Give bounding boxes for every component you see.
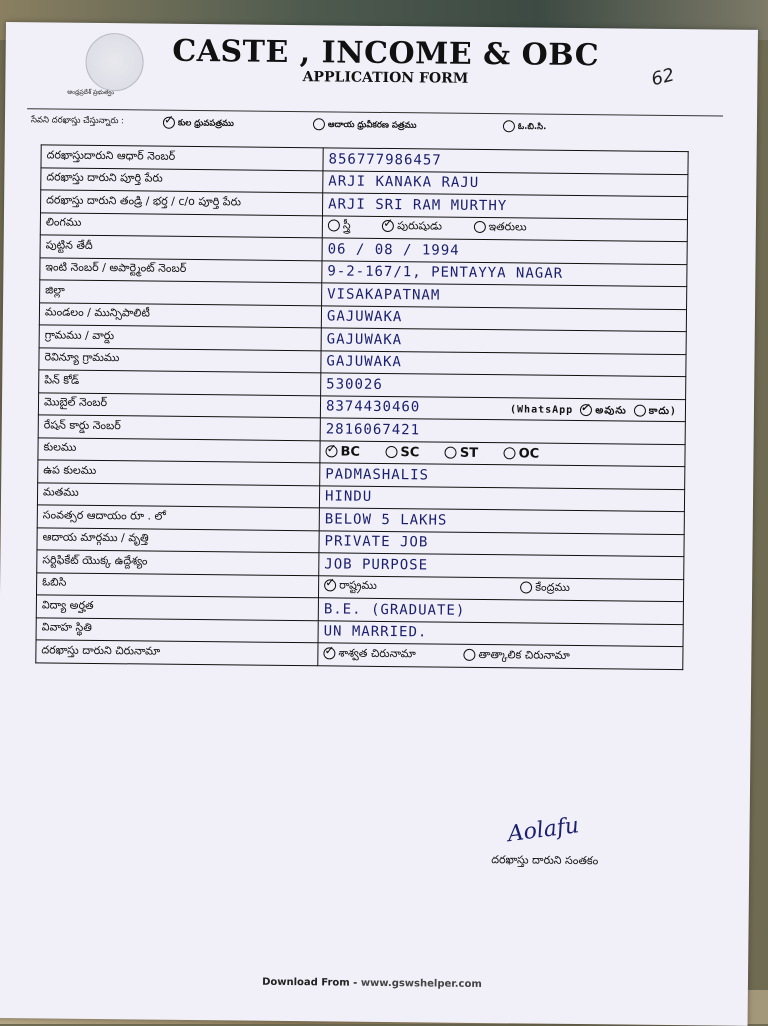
father-name-value[interactable]: ARJI SRI RAM MURTHY: [322, 193, 687, 219]
caste-option-st[interactable]: ST: [445, 445, 478, 460]
radio-icon[interactable]: [313, 118, 325, 130]
footer-url[interactable]: www.gswshelper.com: [360, 977, 482, 991]
purpose-value[interactable]: JOB PURPOSE: [319, 553, 684, 579]
gender-label: లింగము: [40, 212, 322, 237]
religion-value[interactable]: HINDU: [319, 485, 684, 511]
radio-checked-icon[interactable]: [580, 404, 592, 416]
mobile-cell: [320, 395, 685, 421]
dob-value[interactable]: 06 / 08 / 1994: [322, 238, 687, 264]
seal-caption: ఆంధ్రప్రదేశ్ ప్రభుత్వం: [67, 88, 115, 97]
service-option-obc[interactable]: ఓ.బి.సి.: [503, 120, 547, 134]
address-label: దరఖాస్తు దారుని చిరునామా: [36, 640, 318, 665]
radio-checked-icon[interactable]: [382, 220, 394, 232]
radio-icon[interactable]: [503, 120, 515, 132]
aadhaar-value[interactable]: 856777986457: [323, 148, 688, 174]
education-value[interactable]: B.E. (GRADUATE): [318, 598, 683, 624]
obc-option-central[interactable]: కేంద్రము: [520, 581, 570, 595]
radio-icon[interactable]: [385, 446, 397, 458]
revenue-village-label: రెవిన్యూ గ్రామము: [39, 347, 321, 372]
gender-option-other[interactable]: ఇతరులు: [473, 220, 526, 234]
caste-label: కులము: [38, 437, 320, 462]
form-title: CASTE , INCOME & OBC: [172, 33, 600, 74]
purpose-label: సర్టిఫికేట్ యొక్క ఉద్దేశ్యం: [37, 550, 319, 575]
mandal-label: మండలం / మున్సిపాలిటీ: [39, 302, 321, 327]
sub-caste-label: ఉప కులము: [38, 460, 320, 485]
mobile-label: మొబైల్ నెంబర్: [38, 392, 320, 417]
ration-value[interactable]: 2816067421: [320, 418, 685, 444]
mobile-value[interactable]: 8374430460: [325, 398, 421, 416]
gender-option-female[interactable]: స్త్రీ: [328, 219, 351, 232]
radio-icon[interactable]: [328, 220, 340, 232]
signature-label: దరఖాస్తు దారుని సంతకం: [491, 853, 599, 868]
revenue-village-value[interactable]: GAJUWAKA: [321, 350, 686, 376]
radio-checked-icon[interactable]: [325, 446, 337, 458]
village-value[interactable]: GAJUWAKA: [321, 328, 686, 354]
caste-option-bc[interactable]: ✓ BC: [325, 444, 360, 459]
marital-value[interactable]: UN MARRIED.: [318, 620, 683, 646]
dob-label: పుట్టిన తేదీ: [40, 235, 322, 260]
radio-icon[interactable]: [463, 649, 475, 661]
address-options: [318, 643, 683, 669]
address-option-permanent[interactable]: ✓ శాశ్వత చిరునామా: [323, 646, 416, 660]
gender-option-male[interactable]: ✓ పురుషుడు: [382, 219, 442, 233]
district-value[interactable]: VISAKAPATNAM: [322, 283, 687, 309]
district-label: జిల్లా: [40, 280, 322, 305]
whatsapp-label: (WhatsApp: [509, 403, 574, 416]
whatsapp-choice: [510, 403, 677, 419]
download-footer: [0, 974, 748, 993]
service-option-caste[interactable]: ✓ కుల ధ్రువపత్రము: [163, 117, 234, 131]
marital-label: వివాహ స్థితి: [36, 617, 318, 642]
applicant-signature: Aolafu: [506, 813, 581, 848]
education-label: విద్యా అర్హత: [36, 595, 318, 620]
radio-checked-icon[interactable]: [163, 117, 175, 129]
address-option-temporary[interactable]: తాత్కాలిక చిరునామా: [463, 648, 570, 662]
caste-option-sc[interactable]: SC: [385, 445, 419, 460]
pin-label: పిన్ కోడ్: [39, 370, 321, 395]
radio-icon[interactable]: [473, 221, 485, 233]
obc-label: ఓబిసి: [37, 572, 319, 597]
pin-value[interactable]: 530026: [321, 373, 686, 399]
income-label: సంవత్సర ఆదాయం రూ . లో: [37, 505, 319, 530]
footer-prefix: Download From -: [262, 976, 358, 989]
radio-icon[interactable]: [445, 447, 457, 459]
house-no-value[interactable]: 9-2-167/1, PENTAYYA NAGAR: [322, 260, 687, 286]
religion-label: మతము: [37, 482, 319, 507]
name-label: దరఖాస్తు దారుని పూర్తి పేరు: [41, 167, 323, 192]
service-selection-row: [31, 113, 721, 138]
radio-checked-icon[interactable]: [323, 647, 335, 659]
radio-checked-icon[interactable]: [324, 580, 336, 592]
caste-option-oc[interactable]: OC: [504, 446, 540, 461]
radio-icon[interactable]: [520, 582, 532, 594]
applicant-details-table: [35, 144, 688, 669]
form-subtitle: APPLICATION FORM: [302, 69, 469, 87]
occupation-value[interactable]: PRIVATE JOB: [319, 530, 684, 556]
whatsapp-no: కాదు): [648, 405, 678, 417]
handwritten-page-number: 62: [649, 64, 677, 91]
obc-option-state[interactable]: ✓ రాష్ట్రము: [324, 579, 377, 593]
service-prompt: సేవని దరఖాస్తు చేస్తున్నారు :: [30, 115, 125, 127]
sub-caste-value[interactable]: PADMASHALIS: [320, 463, 685, 489]
government-seal-icon: [85, 33, 144, 92]
father-name-label: దరఖాస్తు దారుని తండ్రి / భర్త / c/o పూర్తి పేరు: [41, 190, 323, 215]
ration-label: రేషన్ కార్డు నెంబర్: [38, 415, 320, 440]
village-label: గ్రామము / వార్డు: [39, 325, 321, 350]
income-value[interactable]: BELOW 5 LAKHS: [319, 508, 684, 534]
mandal-value[interactable]: GAJUWAKA: [321, 305, 686, 331]
service-option-income[interactable]: ఆదాయ ధ్రువీకరణ పత్రము: [313, 118, 417, 133]
application-form-sheet: [0, 22, 758, 1026]
name-value[interactable]: ARJI KANAKA RAJU: [323, 170, 688, 196]
house-no-label: ఇంటి నెంబర్ / అపార్ట్మెంట్ నెంబర్: [40, 257, 322, 282]
whatsapp-yes: అవును: [595, 404, 627, 417]
radio-icon[interactable]: [504, 447, 516, 459]
radio-icon[interactable]: [634, 404, 646, 416]
aadhaar-label: దరఖాస్తుదారుని ఆధార్ నెంబర్: [41, 145, 323, 170]
occupation-label: ఆదాయ మార్గము / వృత్తి: [37, 527, 319, 552]
